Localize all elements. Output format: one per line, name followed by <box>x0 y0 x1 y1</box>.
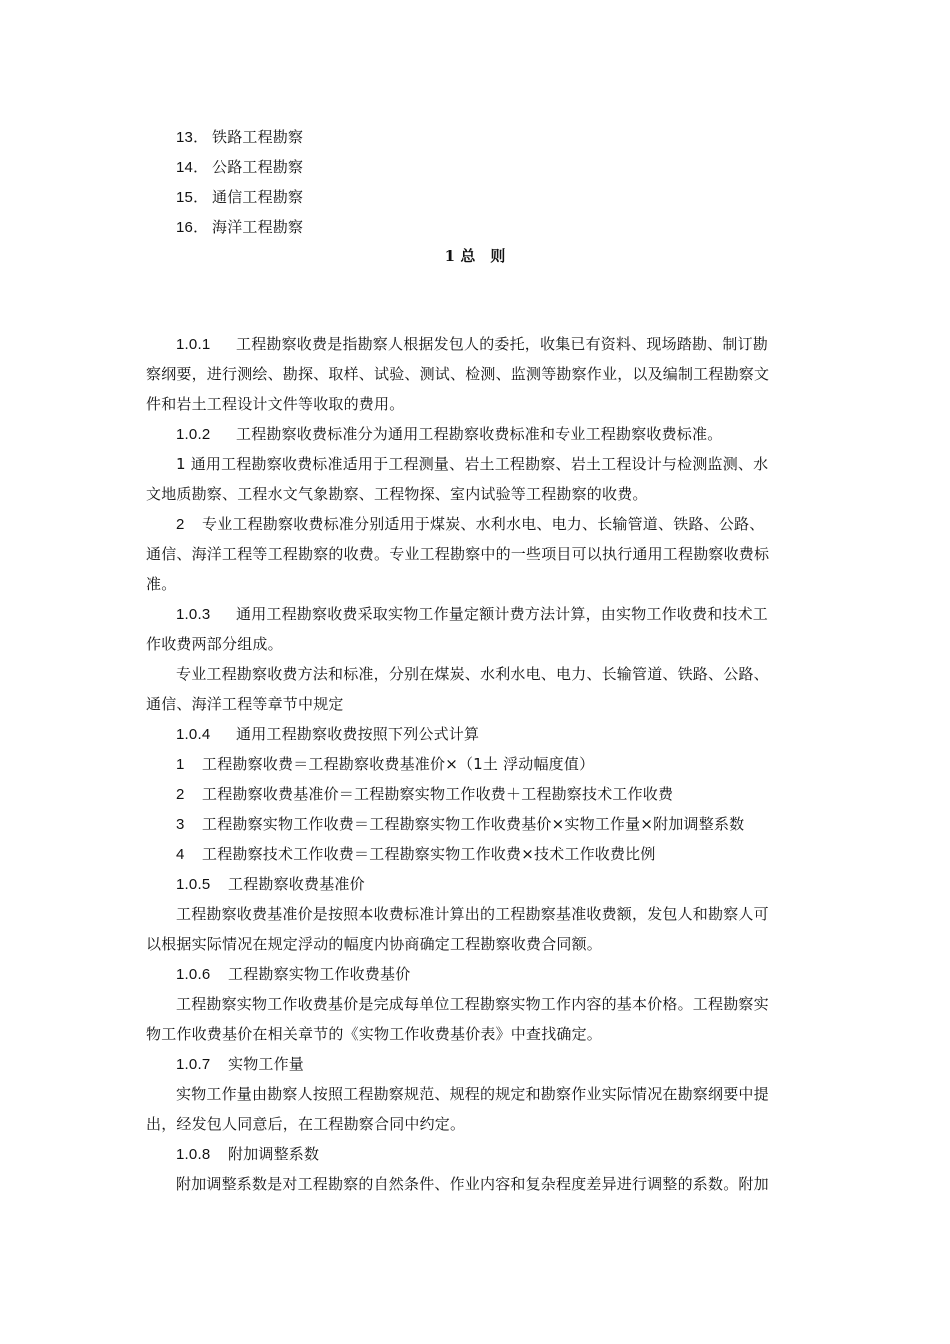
clause-1-0-3 <box>176 604 836 625</box>
list-item <box>176 187 836 208</box>
paragraph-line: 1 通用工程勘察收费标准适用于工程测量、岩土工程勘察、岩土工程设计与检测监测、水 <box>176 455 769 473</box>
clause-text: 通用工程勘察收费采取实物工作量定额计费方法计算，由实物工作收费和技术工 <box>236 605 769 623</box>
formula-number: 4 <box>176 846 185 863</box>
list-item-text: 公路工程勘察 <box>212 158 304 176</box>
clause-number: 1.0.3 <box>176 606 211 623</box>
list-item-number: 16． <box>176 219 209 236</box>
paragraph-line: 以根据实际情况在规定浮动的幅度内协商确定工程勘察收费合同额。 <box>146 935 603 953</box>
list-item-text: 海洋工程勘察 <box>212 218 304 236</box>
paragraph-line: 察纲要，进行测绘、勘探、取样、试验、测试、检测、监测等勘察作业，以及编制工程勘察文 <box>146 365 770 383</box>
formula-text: 工程勘察技术工作收费＝工程勘察实物工作收费×技术工作收费比例 <box>202 845 656 863</box>
paragraph-line: 附加调整系数是对工程勘察的自然条件、作业内容和复杂程度差异进行调整的系数。附加 <box>176 1175 769 1193</box>
list-item-text: 铁路工程勘察 <box>212 128 304 146</box>
clause-title: 工程勘察实物工作收费基价 <box>228 965 411 983</box>
clause-number: 1.0.6 <box>176 966 211 983</box>
clause-number: 1.0.1 <box>176 336 211 353</box>
item-number: 2 <box>176 516 185 533</box>
paragraph-line: 作收费两部分组成。 <box>146 635 283 653</box>
paragraph-line: 通信、海洋工程等工程勘察的收费。专业工程勘察中的一些项目可以执行通用工程勘察收费标 <box>146 545 770 563</box>
paragraph-line: 文地质勘察、工程水文气象勘察、工程物探、室内试验等工程勘察的收费。 <box>146 485 648 503</box>
list-item <box>176 157 836 178</box>
paragraph-line: 准。 <box>146 575 177 593</box>
paragraph-line: 出，经发包人同意后，在工程勘察合同中约定。 <box>146 1115 466 1133</box>
formula-line <box>176 814 836 835</box>
list-item <box>176 217 836 238</box>
clause-text: 工程勘察收费标准分为通用工程勘察收费标准和专业工程勘察收费标准。 <box>236 425 723 443</box>
clause-item <box>176 514 836 535</box>
clause-title: 工程勘察收费基准价 <box>228 875 365 893</box>
list-item-number: 13． <box>176 129 209 146</box>
paragraph-line: 工程勘察实物工作收费基价是完成每单位工程勘察实物工作内容的基本价格。工程勘察实 <box>176 995 769 1013</box>
item-text: 专业工程勘察收费标准分别适用于煤炭、水利水电、电力、长输管道、铁路、公路、 <box>202 515 765 533</box>
formula-number: 3 <box>176 816 185 833</box>
clause-1-0-6 <box>176 964 836 985</box>
paragraph-line: 专业工程勘察收费方法和标准，分别在煤炭、水利水电、电力、长输管道、铁路、公路、 <box>176 665 769 683</box>
clause-1-0-7 <box>176 1054 836 1075</box>
clause-1-0-1 <box>176 334 836 355</box>
clause-number: 1.0.8 <box>176 1146 211 1163</box>
clause-text: 工程勘察收费是指勘察人根据发包人的委托，收集已有资料、现场踏勘、制订勘 <box>236 335 769 353</box>
paragraph-line: 件和岩土工程设计文件等收取的费用。 <box>146 395 405 413</box>
list-item-number: 14． <box>176 159 209 176</box>
clause-title: 实物工作量 <box>228 1055 305 1073</box>
clause-number: 1.0.2 <box>176 426 211 443</box>
clause-number: 1.0.7 <box>176 1056 211 1073</box>
chapter-heading: 1 总 则 <box>444 247 506 265</box>
list-item-text: 通信工程勘察 <box>212 188 304 206</box>
formula-number: 1 <box>176 756 185 773</box>
formula-line <box>176 754 836 775</box>
formula-line <box>176 784 836 805</box>
formula-text: 工程勘察实物工作收费＝工程勘察实物工作收费基价×实物工作量×附加调整系数 <box>202 815 745 833</box>
clause-title: 通用工程勘察收费按照下列公式计算 <box>236 725 480 743</box>
paragraph-line: 实物工作量由勘察人按照工程勘察规范、规程的规定和勘察作业实际情况在勘察纲要中提 <box>176 1085 769 1103</box>
formula-number: 2 <box>176 786 185 803</box>
list-item <box>176 127 836 148</box>
clause-number: 1.0.5 <box>176 876 211 893</box>
paragraph-line: 工程勘察收费基准价是按照本收费标准计算出的工程勘察基准收费额，发包人和勘察人可 <box>176 905 769 923</box>
clause-1-0-5 <box>176 874 836 895</box>
clause-number: 1.0.4 <box>176 726 211 743</box>
list-item-number: 15． <box>176 189 209 206</box>
clause-1-0-2 <box>176 424 836 445</box>
formula-text: 工程勘察收费＝工程勘察收费基准价×（1土 浮动幅度值） <box>202 755 595 773</box>
formula-text: 工程勘察收费基准价＝工程勘察实物工作收费＋工程勘察技术工作收费 <box>202 785 674 803</box>
formula-line <box>176 844 836 865</box>
clause-1-0-8 <box>176 1144 836 1165</box>
clause-1-0-4 <box>176 724 836 745</box>
clause-title: 附加调整系数 <box>228 1145 320 1163</box>
paragraph-line: 物工作收费基价在相关章节的《实物工作收费基价表》中查找确定。 <box>146 1025 603 1043</box>
paragraph-line: 通信、海洋工程等章节中规定 <box>146 695 344 713</box>
